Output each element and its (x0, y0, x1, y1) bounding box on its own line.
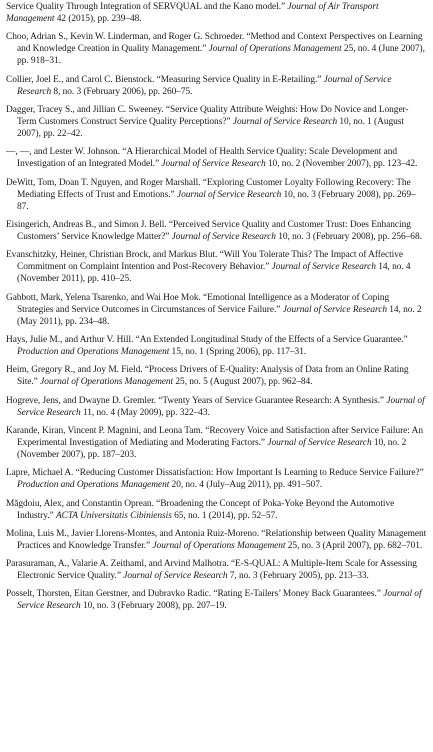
reference-text: 14, no. 4 (November 2011), pp. 410–25. (17, 262, 411, 285)
reference-text: Hogreve, Jens, and Dwayne D. Gremler. “Twenty Years of Service Guarantee Research: A Synthesis.” (6, 395, 387, 406)
journal-title: Journal of Air Transport Management (6, 2, 379, 25)
journal-title: Journal of Operations Management (152, 540, 286, 551)
reference-text: Eisingerich, Andreas B., and Simon J. Bell. “Perceived Service Quality and Customer Trust: Does Enhancing Customers’ Service Knowledge Matter?” (6, 219, 411, 243)
journal-title: Journal of Service Research (267, 437, 372, 448)
reference-text: 8, no. 3 (February 2006), pp. 260–75. (51, 86, 193, 97)
reference-text: 15, no. 1 (Spring 2006), pp. 117–31. (169, 347, 307, 358)
reference-list (6, 1, 427, 613)
reference-entry (6, 467, 427, 491)
journal-title: ACTA Universitatis Cibiniensis (55, 510, 172, 521)
reference-text: 7, no. 3 (February 2005), pp. 213–33. (227, 571, 369, 582)
reference-entry (6, 74, 427, 98)
reference-text: —, —, and Lester W. Johnson. “A Hierarchical Model of Health Service Quality: Scale Development and Investigation of an Integrated Model.” (6, 147, 398, 170)
journal-title: Journal of Service Research (161, 159, 266, 170)
journal-title: Journal of Service Research (171, 232, 276, 243)
reference-text: 42 (2015), pp. 239–48. (54, 14, 142, 25)
reference-entry (6, 588, 427, 612)
reference-text: Parasuraman, A., Valarie A. Zeithaml, and Arvind Malhotra. “E-S-QUAL: A Multiple-Item Scale for Assessing Electronic Service Quality.” (6, 559, 417, 582)
journal-title: Journal of Service Research (17, 395, 425, 418)
journal-title: Production and Operations Management (17, 480, 170, 491)
reference-list-page (0, 1, 433, 752)
reference-text: Heim, Gregory R., and Joy M. Field. “Process Drivers of E-Quality: Analysis of Data from an Online Rating Site.” (6, 365, 409, 388)
reference-text: Măgdoiu, Alex, and Constantin Oprean. “Broadening the Concept of Poka-Yoke Beyond the Automotive Industry.” (6, 498, 395, 521)
reference-text: 10, no. 3 (February 2008), pp. 256–68. (275, 232, 422, 243)
reference-entry (6, 146, 427, 170)
journal-title: Journal of Service Research (232, 117, 338, 128)
reference-text: 11, no. 4 (May 2009), pp. 322–43. (80, 407, 210, 418)
journal-title: Journal of Service Research (271, 262, 376, 273)
journal-title: Production and Operations Management (17, 347, 170, 358)
journal-title: Journal of Service Research (123, 571, 228, 582)
reference-text: Karande, Kiran, Vincent P. Magnini, and Leona Tam. “Recovery Voice and Satisfaction after Service Failure: An Experimental Investigation of Mediating and Moderating Factors.” (6, 425, 423, 448)
reference-entry (6, 104, 427, 140)
reference-entry (6, 249, 427, 285)
reference-text: 65, no. 1 (2014), pp. 52–57. (171, 510, 278, 521)
reference-text: 25, no. 4 (June 2007), pp. 918–31. (17, 44, 425, 67)
reference-entry (6, 528, 427, 552)
journal-title: Journal of Service Research (176, 189, 282, 200)
reference-entry (6, 177, 427, 213)
reference-text: Service Quality Through Integration of SERVQUAL and the Kano model.” (6, 2, 288, 12)
reference-text: 20, no. 4 (July–Aug 2011), pp. 491–507. (169, 480, 323, 491)
reference-entry (6, 498, 427, 522)
journal-title: Journal of Operations Management (208, 44, 342, 55)
journal-title: Journal of Service Research (282, 304, 387, 315)
reference-entry (6, 31, 427, 67)
reference-text: Molina, Luis M., Javier Llorens-Montes, and Antonia Ruiz-Moreno. “Relationship between Quality Management Practices and Knowledge Transfer.” (6, 528, 427, 551)
reference-text: Lapre, Michael A. “Reducing Customer Dissatisfaction: How Important Is Learning to Reduce Service Failure?” (6, 468, 424, 479)
reference-entry (6, 425, 427, 461)
reference-text: 25, no. 3 (April 2007), pp. 682–701. (285, 540, 423, 551)
reference-text: Gabbott, Mark, Yelena Tsarenko, and Wai Hoe Mok. “Emotional Intelligence as a Moderator of Coping Strategies and Service Outcomes in Circumstances of Service Failure.” (6, 292, 390, 315)
reference-text: 14, no. 2 (May 2011), pp. 234–48. (17, 304, 422, 327)
reference-text: 10, no. 2 (November 2007), pp. 187–203. (17, 437, 407, 461)
journal-title: Journal of Operations Management (40, 377, 174, 388)
reference-entry (6, 219, 427, 243)
reference-text: Evanschitzky, Heiner, Christian Brock, and Markus Blut. “Will You Tolerate This? The Impact of Affective Commitment on Complaint Intention and Post-Recovery Behavior.” (6, 250, 403, 273)
reference-text: Posselt, Thorsten, Eitan Gerstner, and Dubravko Radic. “Rating E-Tailers’ Money Back Guarantees.” (6, 589, 384, 600)
reference-text: DeWitt, Tom, Doan T. Nguyen, and Roger Marshall. “Exploring Customer Loyalty Following Recovery: The Mediating Effects of Trust and Emotions.” (6, 177, 411, 200)
reference-text: 10, no. 3 (February 2008), pp. 207–19. (80, 601, 227, 612)
reference-entry (6, 1, 427, 25)
reference-text: Choo, Adrian S., Kevin W. Linderman, and Roger G. Schroeder. “Method and Context Perspectives on Learning and Knowledge Creation in Quality Management.” (6, 32, 423, 55)
reference-entry (6, 292, 427, 328)
reference-entry (6, 364, 427, 388)
reference-text: 25, no. 5 (August 2007), pp. 962–84. (173, 377, 313, 388)
journal-title: Journal of Service Research (17, 74, 392, 97)
reference-entry (6, 334, 427, 358)
reference-entry (6, 558, 427, 582)
reference-text: 10, no. 1 (August 2007), pp. 22–42. (17, 117, 404, 140)
reference-text: Dagger, Tracey S., and Jillian C. Sweeney. “Service Quality Attribute Weights: How Do Novice and Longer-Term Customers Construct Service Quality Perceptions?” (6, 104, 409, 128)
journal-title: Journal of Service Research (17, 589, 422, 612)
reference-text: 10, no. 3 (February 2008), pp. 269–87. (17, 189, 416, 212)
reference-text: Collier, Joel E., and Carol C. Bienstock. “Measuring Service Quality in E-Retailing.” (6, 74, 324, 85)
reference-text: Hays, Julie M., and Arthur V. Hill. “An Extended Longitudinal Study of the Effects of a Service Guarantee.” (6, 335, 408, 345)
reference-text: 10, no. 2 (November 2007), pp. 123–42. (265, 159, 418, 170)
reference-entry (6, 395, 427, 419)
